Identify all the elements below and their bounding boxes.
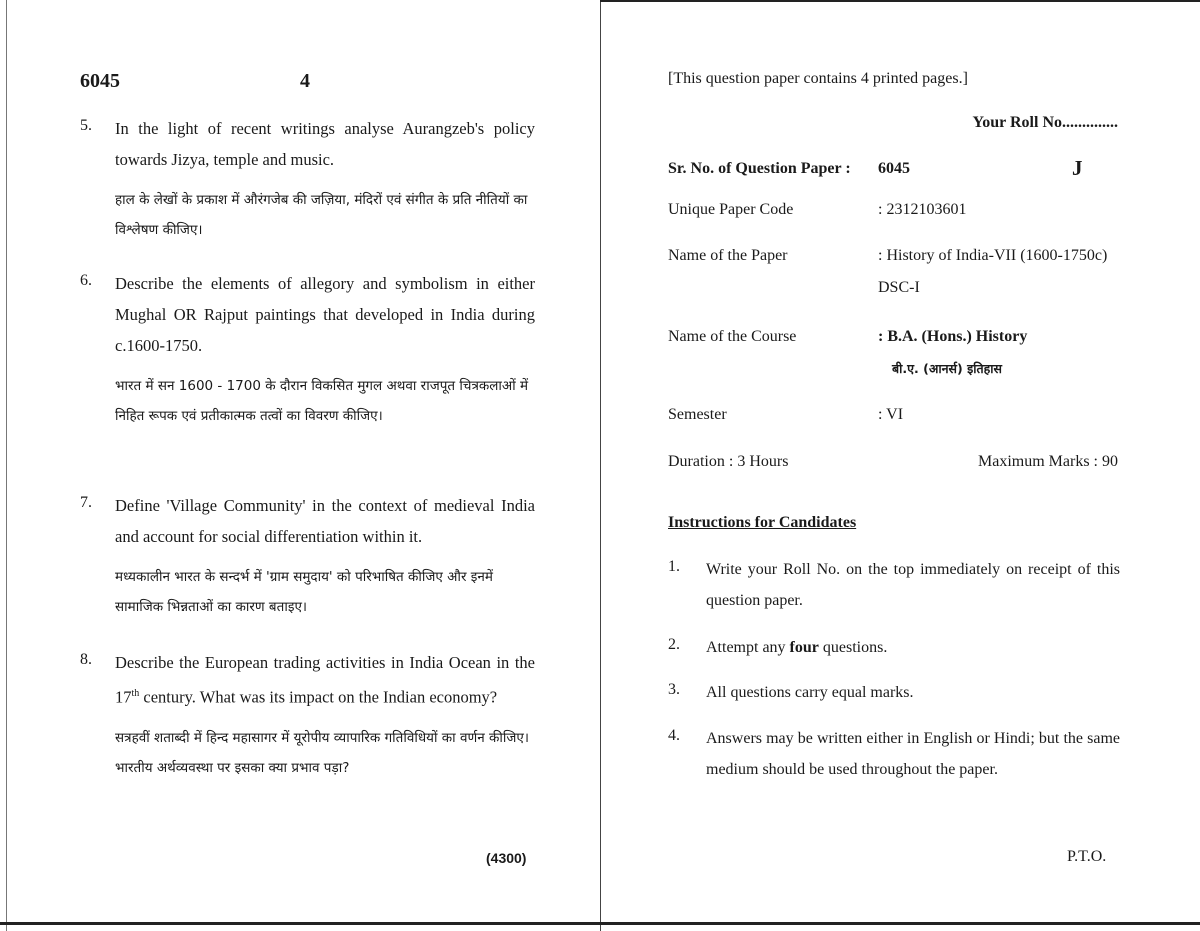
question-text-hi: मध्यकालीन भारत के सन्दर्भ में 'ग्राम समुदाय' को परिभाषित कीजिए और इनमें सामाजिक भिन्नताओं का कारण बताइए। — [115, 569, 493, 615]
instruction-2 — [668, 632, 1120, 663]
print-code: (4300) — [486, 850, 527, 866]
instruction-text: Answers may be written either in English or Hindi; but the same medium should be used throughout the paper. — [706, 730, 1120, 778]
question-text-hi: भारत में सन 1600 - 1700 के दौरान विकसित मुगल अथवा राजपूत चित्रकलाओं में निहित रूपक एवं प्रतीकात्मक तत्वों का विवरण कीजिए। — [115, 378, 529, 424]
page-number: 4 — [300, 70, 310, 92]
question-6 — [80, 268, 535, 431]
instruction-number: 4. — [668, 727, 680, 744]
unique-code-label: Unique Paper Code — [668, 201, 794, 218]
set-letter: J — [1072, 156, 1083, 180]
semester-value: : VI — [878, 406, 904, 423]
please-turn-over: P.T.O. — [1067, 848, 1107, 865]
sr-number-value: 6045 — [878, 160, 910, 177]
question-text-en: In the light of recent writings analyse Aurangzeb's policy towards Jizya, temple and music. — [115, 119, 535, 169]
instruction-number: 1. — [668, 558, 680, 575]
superscript: th — [131, 688, 140, 699]
question-8 — [80, 647, 535, 783]
question-text-en: Define 'Village Community' in the context of medieval India and account for social differentiation within it. — [115, 496, 535, 546]
instruction-emphasis: four — [789, 639, 819, 656]
unique-code-value: : 2312103601 — [878, 201, 967, 218]
course-name-label: Name of the Course — [668, 328, 797, 345]
question-number: 8. — [80, 651, 92, 668]
instruction-number: 3. — [668, 681, 680, 698]
question-text-hi: हाल के लेखों के प्रकाश में औरंगजेब की जज़िया, मंदिरों एवं संगीत के प्रति नीतियों का विश्लेषण कीजिए। — [115, 192, 528, 238]
question-7 — [80, 490, 535, 622]
question-5 — [80, 113, 535, 245]
course-name-en: : B.A. (Hons.) History — [878, 328, 1028, 345]
question-number: 5. — [80, 117, 92, 134]
instructions-title: Instructions for Candidates — [668, 514, 857, 531]
instruction-text: Write your Roll No. on the top immediately on receipt of this question paper. — [706, 561, 1120, 609]
paper-name-label: Name of the Paper — [668, 247, 788, 264]
duration: Duration : 3 Hours — [668, 453, 789, 470]
instruction-3 — [668, 677, 1120, 708]
question-text-part: century. What was its impact on the Indian economy? — [139, 687, 498, 707]
instruction-text — [706, 632, 1120, 663]
question-text-part: Describe the European trading activities in India Ocean in the 17 — [115, 653, 535, 707]
course-name-value — [878, 321, 1123, 385]
question-text-en — [115, 647, 535, 713]
scan-edge-top — [600, 0, 1200, 2]
roll-number-field: Your Roll No.............. — [972, 114, 1118, 131]
question-number: 7. — [80, 494, 92, 511]
instruction-number: 2. — [668, 636, 680, 653]
instruction-text: All questions carry equal marks. — [706, 684, 914, 701]
max-marks: Maximum Marks : 90 — [978, 453, 1118, 470]
sr-number-label: Sr. No. of Question Paper : — [668, 160, 851, 177]
instruction-text-part: Attempt any — [706, 639, 790, 656]
instruction-text-part: questions. — [818, 639, 888, 656]
semester-label: Semester — [668, 406, 727, 423]
paper-number: 6045 — [80, 70, 120, 92]
instruction-1 — [668, 554, 1120, 616]
course-name-hi: बी.ए. (आनर्स) इतिहास — [892, 361, 1002, 376]
pages-note: [This question paper contains 4 printed pages.] — [668, 70, 968, 87]
instruction-4 — [668, 723, 1120, 785]
question-number: 6. — [80, 272, 92, 289]
paper-name-value: : History of India-VII (1600-1750c) DSC-I — [878, 247, 1108, 296]
question-text-hi: सत्रहवीं शताब्दी में हिन्द महासागर में यूरोपीय व्यापारिक गतिविधियों का वर्णन कीजिए। भारतीय अर्थव्यवस्था पर इसका क्या प्रभाव पड़ा? — [115, 729, 529, 776]
page-divider — [600, 0, 601, 931]
question-text-en: Describe the elements of allegory and symbolism in either Mughal OR Rajput paintings that developed in India during c.1600-1750. — [115, 274, 535, 355]
